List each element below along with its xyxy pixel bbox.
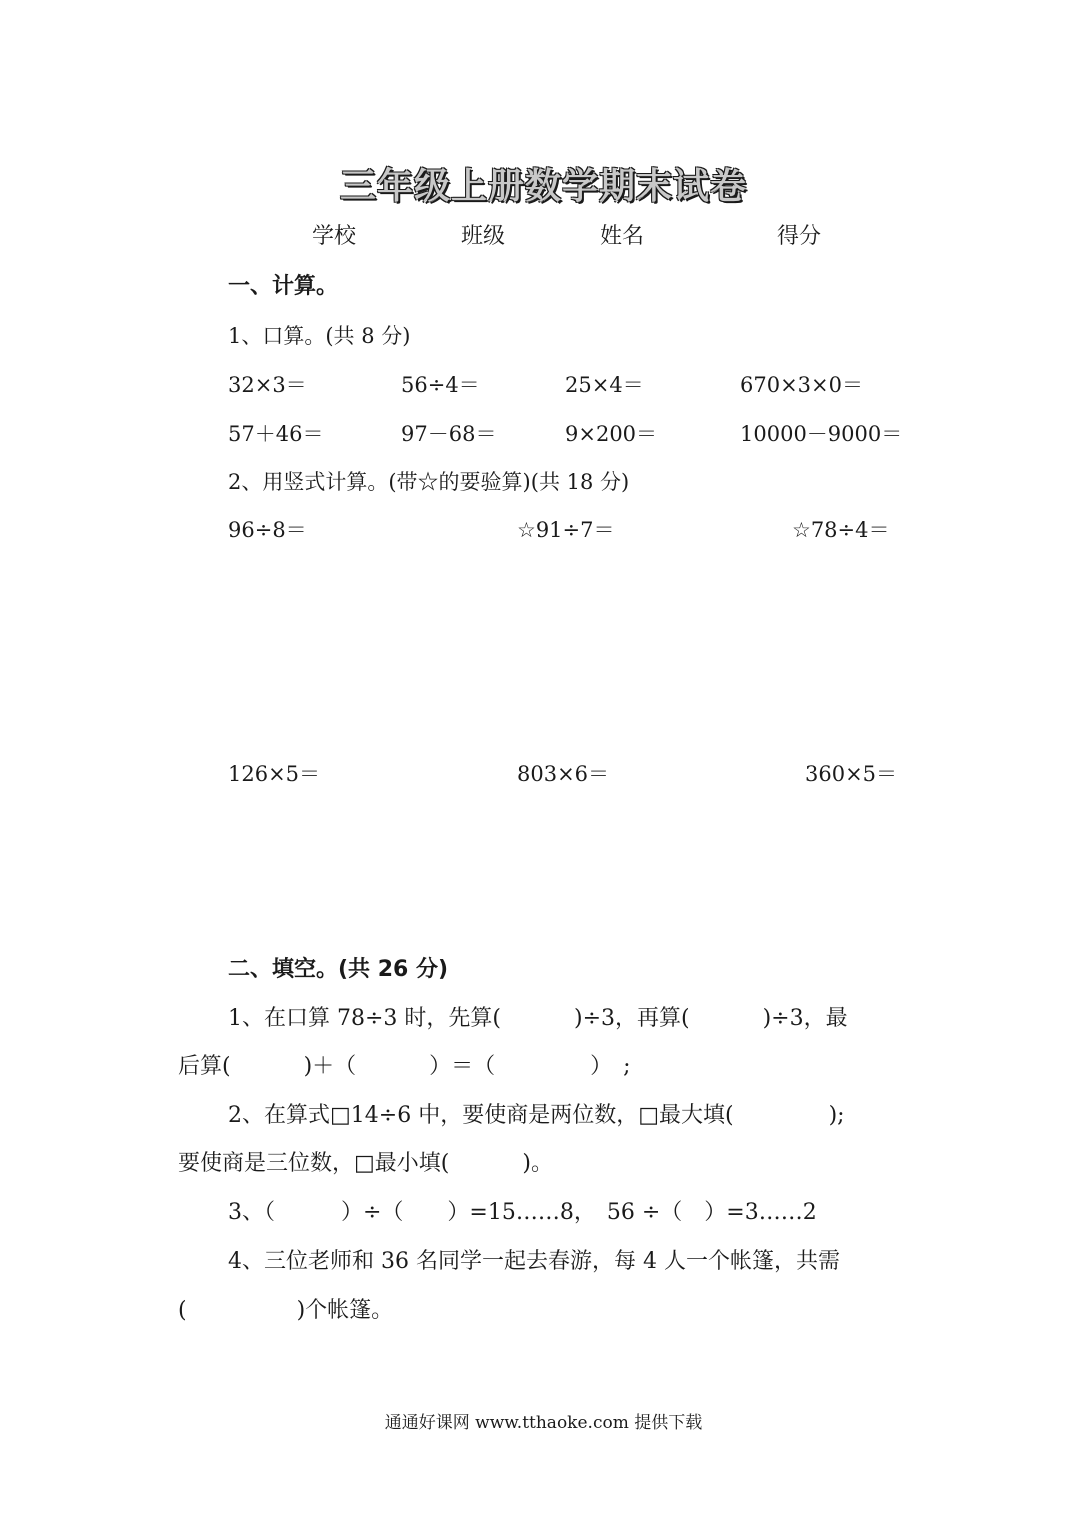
school-field-label: 学校 — [312, 224, 357, 249]
score-field-label: 得分 — [777, 224, 822, 249]
oral-calc-item: 670×3×0＝ — [740, 373, 863, 397]
oral-calc-item: 97－68＝ — [401, 422, 497, 446]
fill-q4-line1: 4、三位老师和 36 名同学一起去春游，每 4 人一个帐篷，共需 — [228, 1249, 840, 1274]
fill-q2-line1: 2、在算式□14÷6 中，要使商是两位数，□最大填( ); — [228, 1103, 845, 1128]
page-title: 三年级上册数学期末试卷 — [339, 166, 747, 207]
oral-calc-item: 57＋46＝ — [228, 422, 324, 446]
fill-q1-line1: 1、在口算 78÷3 时，先算( )÷3，再算( )÷3，最 — [228, 1006, 848, 1031]
vertical-calc-item: 803×6＝ — [517, 762, 610, 786]
oral-calc-item: 32×3＝ — [228, 373, 307, 397]
q1-label: 1、口算。(共 8 分) — [228, 324, 411, 348]
oral-calc-item: 9×200＝ — [565, 422, 658, 446]
name-field-label: 姓名 — [600, 224, 645, 249]
fill-q3: 3、（ ）÷（ ）=15……8， 56 ÷（ ）=3……2 — [228, 1200, 817, 1225]
fill-q1-line2: 后算( )＋（ ）＝（ ） ; — [178, 1054, 631, 1079]
vertical-calc-item: ☆91÷7＝ — [517, 518, 615, 542]
oral-calc-item: 10000－9000＝ — [740, 422, 903, 446]
vertical-calc-item: 96÷8＝ — [228, 518, 307, 542]
vertical-calc-item: 126×5＝ — [228, 762, 321, 786]
oral-calc-item: 56÷4＝ — [401, 373, 480, 397]
section1-heading: 一、计算。 — [228, 274, 339, 299]
fill-q2-line2: 要使商是三位数，□最小填( )。 — [178, 1151, 553, 1176]
footer-credit: 通通好课网 www.tthaoke.com 提供下载 — [384, 1413, 703, 1433]
oral-calc-item: 25×4＝ — [565, 373, 644, 397]
class-field-label: 班级 — [461, 224, 506, 249]
fill-q4-line2: ( )个帐篷。 — [178, 1298, 394, 1323]
q2-label: 2、用竖式计算。(带☆的要验算)(共 18 分) — [228, 470, 630, 494]
vertical-calc-item: 360×5＝ — [805, 762, 898, 786]
vertical-calc-item: ☆78÷4＝ — [792, 518, 890, 542]
section2-heading: 二、填空。(共 26 分) — [228, 957, 449, 982]
